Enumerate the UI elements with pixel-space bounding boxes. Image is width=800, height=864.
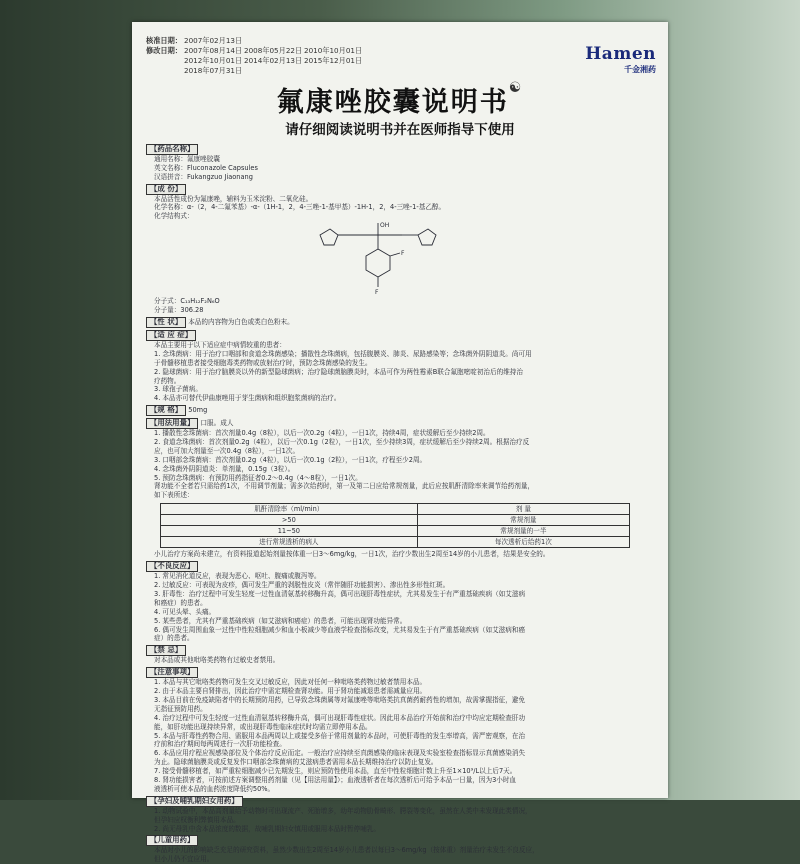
- brand-name-en: Hamen: [585, 44, 656, 64]
- text-line: 液透析可使本品的血药浓度降低约50%。: [154, 784, 275, 793]
- struct-f-label: F: [375, 289, 379, 297]
- section-heading: 【儿童用药】: [146, 835, 198, 846]
- modify-date: 2010年10月01日: [304, 46, 363, 55]
- section-heading: 【规 格】: [146, 405, 186, 416]
- table-cell: 每次透析后给药1次: [417, 537, 629, 548]
- structure-diagram: [306, 221, 506, 297]
- modify-date: 2008年05月22日: [244, 46, 303, 55]
- modify-date: 2014年02月13日: [244, 56, 303, 65]
- text-line: 1. 常见消化道反应，表现为恶心、呕吐、腹痛或腹泻等。: [154, 572, 321, 581]
- text-line: 小儿治疗方案尚未建立，有资料报道起始剂量按体重一日3～6mg/kg，一日1次，治疗少数出生2周至14岁的小儿患者，结果是安全的。: [154, 550, 550, 559]
- table-row: [161, 515, 630, 526]
- text-line: 5. 本品与肝毒性药物合用、需服用本品两周以上或接受多倍于常用剂量的本品时，可使肝毒性的发生率增高，需严密观察，在治: [154, 731, 526, 740]
- document-title: [132, 80, 668, 119]
- text-line: 化学名称：α-（2，4-二氟苯基）-α-（1H-1，2，4-三唑-1-基甲基）-1H-1，2，4-三唑-1-基乙醇。: [154, 203, 446, 212]
- text-line: 2. 尚无母乳中含本品浓度的数据，故哺乳期妇女慎用或服用本品时暂停哺乳。: [154, 824, 380, 833]
- section-heading: 【注意事项】: [146, 667, 198, 678]
- text-line: 1. 播散性念珠菌病：首次剂量0.4g（8粒），以后一次0.2g（4粒），一日1次，持续4周，症状缓解后至少持续2周。: [154, 429, 490, 438]
- title-text: 氟康唑胶囊说明书: [276, 87, 509, 118]
- text-line: 2. 由于本品主要自肾排出，因此治疗中需定期检查肾功能。用于肾功能减退患者需减量应用。: [154, 686, 427, 695]
- brand-logo: [585, 44, 656, 75]
- text-line: 3. 肝毒性：治疗过程中可发生轻度一过性血清氨基转移酶升高，偶可出现肝毒性症状，尤其易发生于有严重基础疾病（如艾滋病: [154, 589, 526, 598]
- text-line: 5. 某些患者，尤其有严重基础疾病（如艾滋病和癌症）的患者，可能出现肾功能异常。: [154, 616, 407, 625]
- text-line: 3. 本品目前在免疫缺陷者中的长期预防用药，已导致念珠菌属等对氟康唑等吡咯类抗真菌药耐药性的增加，故需掌握指征，避免: [154, 695, 526, 704]
- text-line: 应，也可加大剂量至一次0.4g（8粒），一日1次。: [154, 446, 300, 455]
- modify-date: 2015年12月01日: [304, 56, 363, 65]
- leaflet-body: [146, 142, 656, 864]
- text-line: 对本品或其他吡咯类药物有过敏史者禁用。: [154, 656, 280, 665]
- text-line: 2. 过敏反应：可表现为皮疹，偶可发生严重的剥脱性皮炎（常伴随肝功能损害）、渗出性多形性红斑。: [154, 581, 450, 589]
- text-line: 3. 球孢子菌病。: [154, 385, 202, 394]
- modify-date: 2018年07月31日: [184, 66, 243, 75]
- table-cell: >50: [161, 515, 418, 526]
- modify-label: 修改日期：: [146, 46, 182, 55]
- text-line: 通用名称：氟康唑胶囊: [154, 154, 220, 163]
- text-line: 6. 本品应用疗程应视感染部位及个体治疗反应而定。一般治疗应持续至真菌感染的临床表现及实验室检查指标显示真菌感染消失: [154, 749, 526, 758]
- text-line: 4. 治疗过程中可发生轻度一过性血清氨基转移酶升高，偶可出现肝毒性症状。因此用本品治疗开始前和治疗中均应定期检查肝功: [154, 713, 526, 722]
- text-line: 3. 口咽部念珠菌病：首次剂量0.2g（4粒），以后一次0.1g（2粒），一日1次，疗程至少2周。: [154, 455, 427, 464]
- text-line: 于骨髓移植患者接受细胞毒类药物或放射治疗时，预防念珠菌感染的发生。: [154, 358, 372, 367]
- text-line: 肾功能不全者若只需给药1次，不用调节剂量；需多次给药时，第一及第二日应给常规剂量，此后应按肌酐清除率来调节给药剂量，: [154, 482, 535, 491]
- struct-oh-label: OH: [380, 222, 390, 230]
- text-line: 和癌症）的患者。: [154, 598, 207, 607]
- approval-label: 核准日期：: [146, 36, 182, 45]
- text-line: 4. 可见头晕、头痛。: [154, 607, 216, 616]
- section-heading: 【用法用量】: [146, 418, 198, 429]
- brand-name-cn: 千金湘药: [624, 65, 656, 74]
- text-line: 化学结构式：: [154, 212, 194, 221]
- section-heading: 【成 份】: [146, 184, 186, 195]
- text-line: 本品主要用于以下适应症中病情较重的患者：: [154, 340, 286, 349]
- section-heading: 【不良反应】: [146, 561, 198, 572]
- text-line: 5. 预防念珠菌病：有预防用药指征者0.2～0.4g（4～8粒），一日1次。: [154, 473, 362, 482]
- text-line: 2. 食道念珠菌病：首次剂量0.2g（4粒），以后一次0.1g（2粒），一日1次，至少持续3周，症状缓解后至少持续2周。根据治疗反: [154, 437, 530, 446]
- text-line: 分子量：306.28: [154, 306, 204, 315]
- section-heading: 【孕妇及哺乳期妇女用药】: [146, 796, 243, 807]
- chemical-structure: [306, 221, 506, 297]
- text-line: 无指征预防用药。: [154, 704, 207, 713]
- modify-date: 2007年08月14日: [184, 46, 243, 55]
- text-line: 4. 本品亦可替代伊曲康唑用于芽生菌病和组织胞浆菌病的治疗。: [154, 394, 341, 403]
- text-line: 但孕妇应权衡利弊慎用本品。: [154, 815, 240, 824]
- text-line: 英文名称：Fluconazole Capsules: [154, 163, 258, 172]
- text-line: 如下表所述：: [154, 491, 194, 500]
- text-line: 本品活性成份为氟康唑，辅料为玉米淀粉、二氧化硅。: [154, 194, 313, 203]
- text-line: 1. 动物试验中，本品高剂量给予动物时可出现流产、死胎增多，幼年动物肋骨畸形、腭裂等变化，虽然在人类中未发现此类情况，: [154, 806, 532, 815]
- section-heading: 【药品名称】: [146, 144, 198, 155]
- text-line: 2. 隐球菌病：用于治疗脑膜炎以外的新型隐球菌病；治疗隐球菌脑膜炎时，本品可作为两性霉素B联合氟胞嘧啶初治后的维持治: [154, 367, 523, 376]
- text-line: 本品的内容物为白色或类白色粉末。: [188, 318, 294, 327]
- document-subtitle: 请仔细阅读说明书并在医师指导下使用: [285, 122, 515, 138]
- table-header: 剂 量: [417, 504, 629, 515]
- table-cell: 进行常规透析的病人: [161, 537, 418, 548]
- text-line: 为止。隐球菌脑膜炎或反复发作口咽部念珠菌病的艾滋病患者需用本品长期维持治疗以防止复发。: [154, 758, 438, 767]
- text-line: 汉语拼音：Fukangzuo Jiaonang: [154, 172, 253, 181]
- text-line: 症）的患者。: [154, 634, 194, 643]
- text-line: 50mg: [188, 406, 208, 415]
- otc-mark-icon: ☯: [508, 80, 524, 96]
- dose-adjust-table: [160, 503, 630, 548]
- table-cell: 常规剂量的一半: [417, 526, 629, 537]
- section-heading: 【性 状】: [146, 317, 186, 328]
- table-row: [161, 526, 630, 537]
- table-header: 肌酐清除率（ml/min）: [161, 504, 418, 515]
- struct-f-label: F: [401, 250, 405, 258]
- text-line: 1. 念珠菌病：用于治疗口咽部和食道念珠菌感染；播散性念珠菌病，包括腹膜炎、肺炎、尿路感染等；念珠菌外阴阴道炎。尚可用: [154, 349, 532, 358]
- text-line: 疗药物。: [154, 376, 181, 385]
- table-cell: 11~50: [161, 526, 418, 537]
- text-line: 8. 肾功能损害者，可按前述方案调整用药剂量（见【用法用量】）；血液透析者在每次透析后可给予本品一日量，因为3小时血: [154, 776, 517, 785]
- table-cell: 常规剂量: [417, 515, 629, 526]
- text-line: 但小儿仍不宜应用。: [154, 855, 214, 864]
- text-line: 1. 本品与其它吡咯类药物可发生交叉过敏反应，因此对任何一种吡咯类药物过敏者禁用本品。: [154, 678, 427, 687]
- leaflet-sheet: [132, 22, 668, 864]
- section-heading: 【禁 忌】: [146, 645, 186, 656]
- text-line: 4. 念珠菌外阴阴道炎：单剂量，0.15g（3粒）。: [154, 464, 295, 473]
- text-line: 7. 接受骨髓移植者，如严重粒细胞减少已先期发生，则应预防性使用本品，直至中性粒细胞计数上升至1×10⁹/L以上后7天。: [154, 767, 517, 776]
- text-line: 口服。成人: [200, 419, 234, 428]
- approval-date: 2007年02月13日: [184, 36, 243, 45]
- section-heading: 【适 应 症】: [146, 330, 196, 341]
- text-line: 分子式：C₁₃H₁₂F₂N₆O: [154, 297, 220, 306]
- text-line: 能，如肝功能出现持续异常，或出现肝毒性临床症状时均需立即停用本品。: [154, 722, 372, 731]
- revision-block: [146, 36, 364, 76]
- text-line: 6. 偶可发生周围血象一过性中性粒细胞减少和血小板减少等血液学检查指标改变，尤其易发生于有严重基础疾病（如艾滋病和癌: [154, 625, 526, 634]
- text-line: 疗前和治疗期间每两周进行一次肝功能检查。: [154, 740, 286, 749]
- modify-date: 2012年10月01日: [184, 56, 243, 65]
- table-row: [161, 537, 630, 548]
- text-line: 本品对小儿的影响缺乏充足的研究资料，虽然少数出生2周至14岁小儿患者以每日3～6mg/kg（按体重）剂量治疗未发生不良反应，: [154, 846, 539, 855]
